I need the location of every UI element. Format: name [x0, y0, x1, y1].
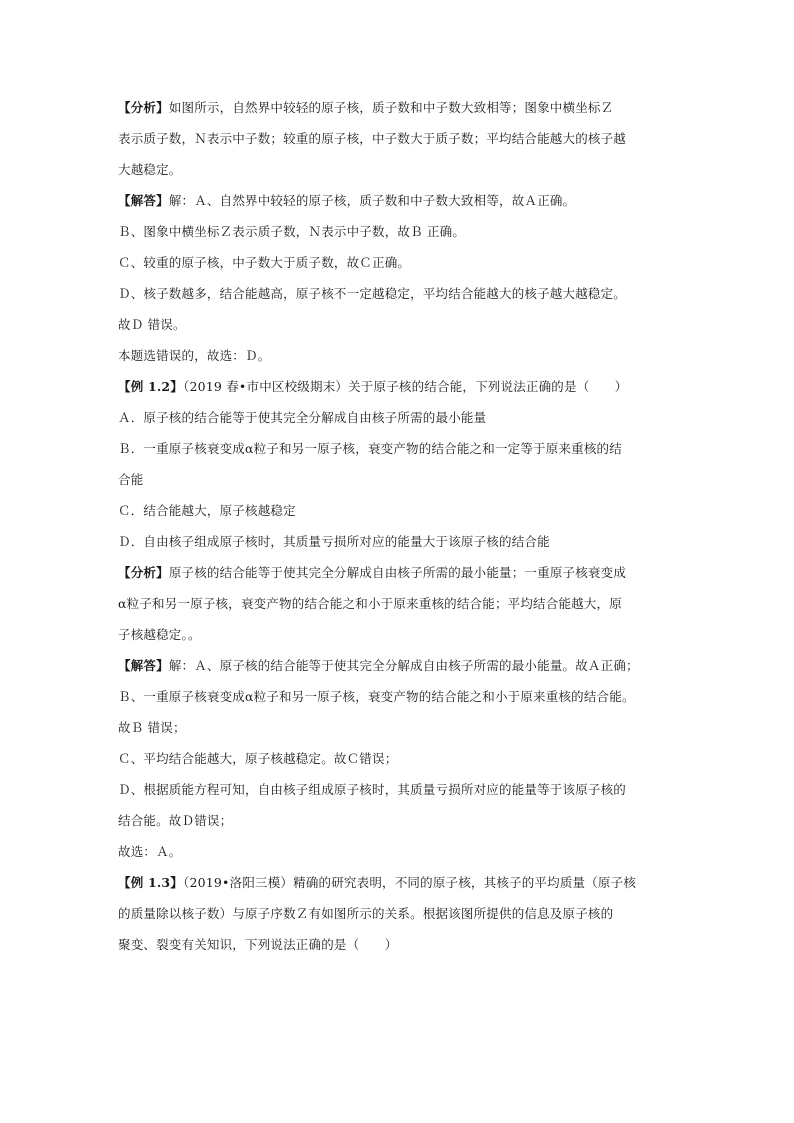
line-text: Ｃ、较重的原子核，中子数大于质子数，故Ｃ正确。 — [118, 255, 411, 270]
text-line — [118, 255, 410, 271]
line-text: 的质量除以核子数）与原子序数Ｚ有如图所示的关系。根据该图所提供的信息及原子核的 — [118, 906, 614, 921]
line-text: 解：Ａ、自然界中较轻的原子核，质子数和中子数大致相等，故Ａ正确。 — [168, 193, 576, 208]
text-line — [118, 627, 201, 643]
line-text: 解：Ａ、原子核的结合能等于使其完全分解成自由核子所需的最小能量。故Ａ正确； — [168, 658, 639, 673]
text-line — [118, 286, 626, 302]
line-text: 原子核的结合能等于使其完全分解成自由核子所需的最小能量；一重原子核衰变成 — [168, 565, 627, 580]
text-line — [118, 875, 636, 891]
text-line — [118, 503, 296, 519]
line-text: Ｄ．自由核子组成原子核时，其质量亏损所对应的能量大于该原子核的结合能 — [118, 534, 550, 549]
line-text: 表示质子数，Ｎ表示中子数；较重的原子核，中子数大于质子数；平均结合能越大的核子越 — [118, 131, 627, 146]
line-text: Ｄ、核子数越多，结合能越高，原子核不一定越稳定，平均结合能越大的核子越大越稳定。 — [118, 286, 627, 301]
text-line — [118, 379, 628, 395]
text-line — [118, 720, 186, 736]
line-text: 结合能。故Ｄ错误； — [118, 813, 233, 828]
line-text: 故Ｂ 错误； — [118, 720, 186, 735]
section-tag: 【例 1.3】 — [118, 875, 183, 890]
text-line — [118, 937, 397, 953]
text-line — [118, 100, 613, 116]
text-line — [118, 689, 635, 705]
text-line — [118, 162, 182, 178]
line-text: Ｄ、根据质能方程可知，自由核子组成原子核时，其质量亏损所对应的能量等于该原子核的 — [118, 782, 627, 797]
line-text: 如图所示，自然界中较轻的原子核，质子数和中子数大致相等；图象中横坐标Ｚ — [168, 100, 614, 115]
section-tag: 【解答】 — [118, 193, 169, 208]
text-line — [118, 782, 626, 798]
line-text: 合能 — [118, 472, 144, 487]
text-line — [118, 844, 182, 860]
line-text: 本题选错误的，故选：Ｄ。 — [118, 348, 271, 363]
text-line — [118, 131, 626, 147]
text-line — [118, 658, 639, 674]
line-text: （2019•洛阳三模）精确的研究表明，不同的原子核，其核子的平均质量（原子核 — [183, 875, 637, 890]
line-text: 聚变、裂变有关知识，下列说法正确的是（ ） — [118, 937, 398, 952]
text-line — [118, 348, 270, 364]
line-text: Ｂ、图象中横坐标Ｚ表示质子数，Ｎ表示中子数，故Ｂ 正确。 — [118, 224, 466, 239]
line-text: 故选：Ａ。 — [118, 844, 182, 859]
text-line — [118, 317, 186, 333]
text-line — [118, 441, 622, 457]
section-tag: 【解答】 — [118, 658, 169, 673]
section-tag: 【分析】 — [118, 565, 169, 580]
text-line — [118, 906, 613, 922]
section-tag: 【分析】 — [118, 100, 169, 115]
line-text: 子核越稳定。。 — [118, 627, 201, 642]
text-line — [118, 596, 622, 612]
text-line — [118, 565, 626, 581]
line-text: Ｃ、平均结合能越大，原子核越稳定。故Ｃ错误； — [118, 751, 398, 766]
line-text: 大越稳定。 — [118, 162, 182, 177]
text-line — [118, 472, 143, 488]
line-text: Ｃ．结合能越大，原子核越稳定 — [118, 503, 296, 518]
text-line — [118, 751, 397, 767]
line-text: α粒子和另一原子核，衰变产物的结合能之和小于原来重核的结合能；平均结合能越大，原 — [118, 596, 622, 611]
text-line — [118, 534, 550, 550]
text-line — [118, 813, 232, 829]
line-text: 故Ｄ 错误。 — [118, 317, 186, 332]
text-line — [118, 410, 486, 426]
section-tag: 【例 1.2】 — [118, 379, 183, 394]
text-line — [118, 224, 465, 240]
line-text: （2019 春•市中区校级期末）关于原子核的结合能，下列说法正确的是（ ） — [183, 379, 628, 394]
line-text: Ｂ、一重原子核衰变成α粒子和另一原子核，衰变产物的结合能之和小于原来重核的结合能。 — [118, 689, 635, 704]
text-line — [118, 193, 575, 209]
line-text: Ｂ．一重原子核衰变成α粒子和另一原子核，衰变产物的结合能之和一定等于原来重核的结 — [118, 441, 622, 456]
line-text: Ａ．原子核的结合能等于使其完全分解成自由核子所需的最小能量 — [118, 410, 487, 425]
